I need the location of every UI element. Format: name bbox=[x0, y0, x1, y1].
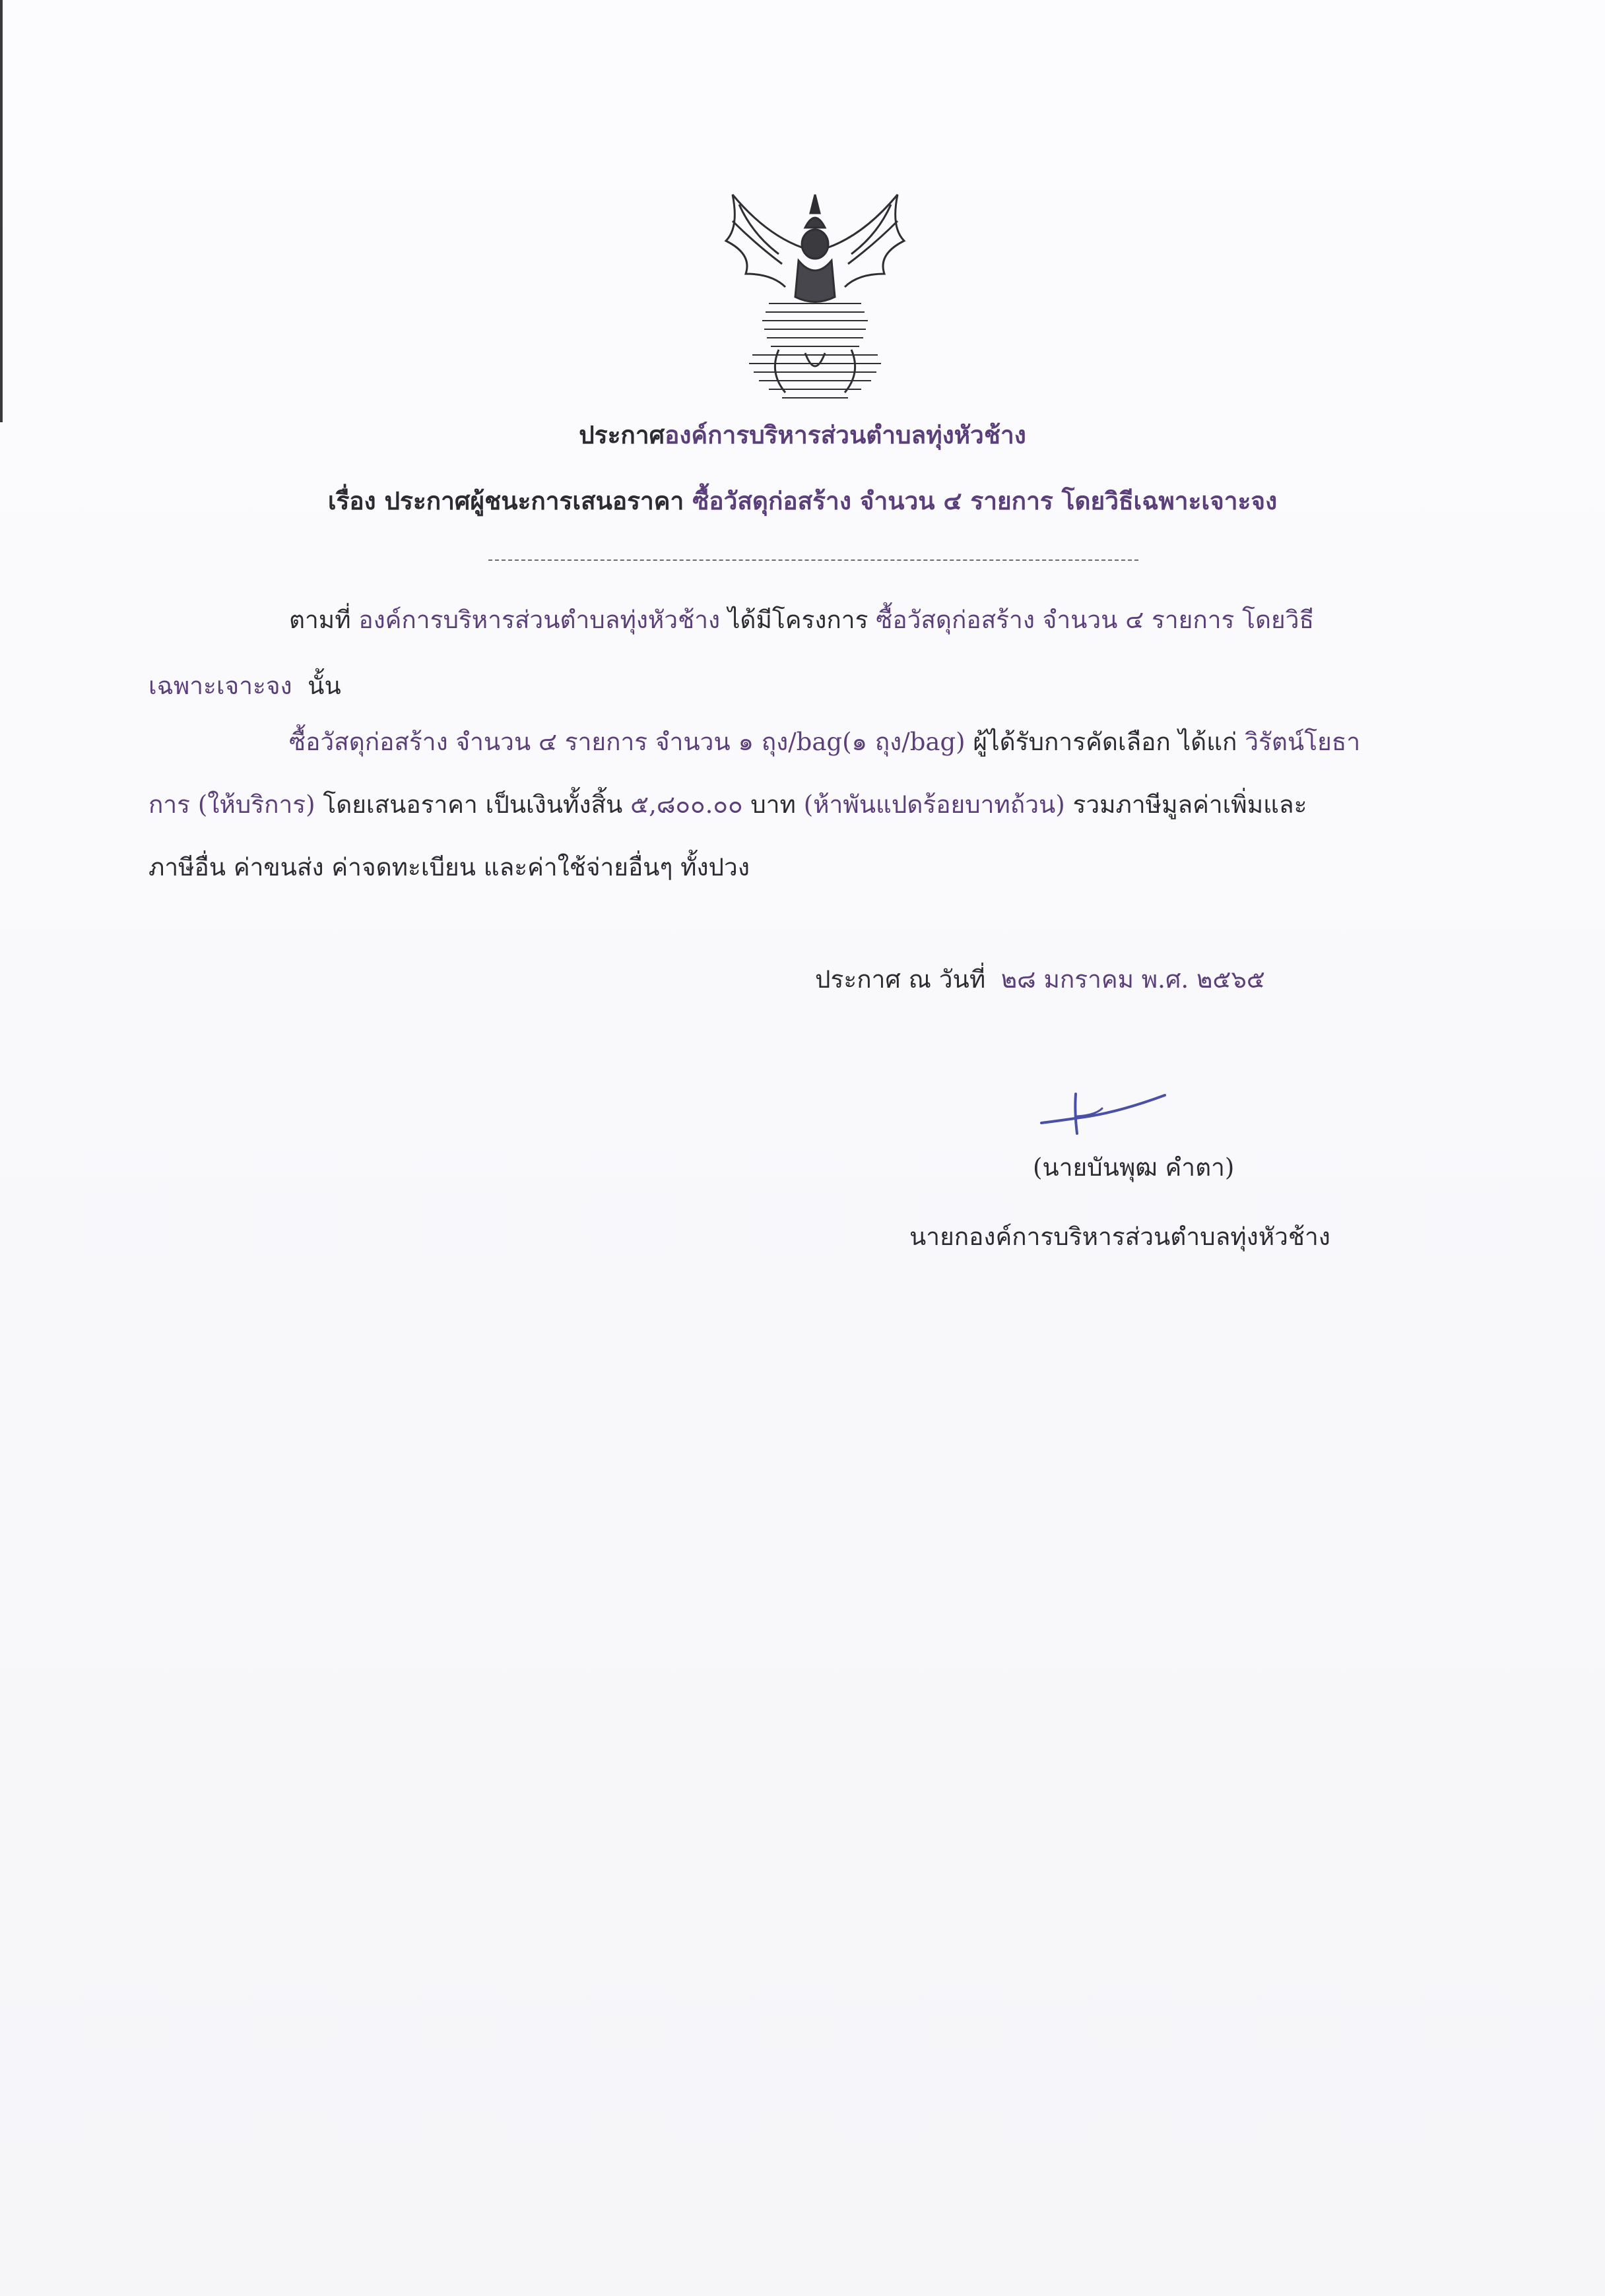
p2-amount-words: (ห้าพันแปดร้อยบาทถ้วน) bbox=[803, 790, 1065, 819]
dashed-divider bbox=[488, 559, 1138, 561]
subject-prefix: เรื่อง ประกาศผู้ชนะการเสนอราคา bbox=[327, 486, 684, 515]
date-label: ประกาศ ณ วันที่ bbox=[815, 965, 986, 994]
p2-vendor-cont: การ (ให้บริการ) bbox=[148, 790, 315, 819]
p1-project-cont: เฉพาะเจาะจง bbox=[148, 672, 292, 700]
p2-tax: รวมภาษีมูลค่าเพิ่มและ bbox=[1072, 790, 1307, 819]
p2-offer: โดยเสนอราคา เป็นเงินทั้งสิ้น bbox=[323, 790, 623, 819]
p2-amount: ๕,๘๐๐.๐๐ bbox=[630, 790, 743, 819]
announcement-title bbox=[0, 416, 1605, 455]
signer-position: นายกองค์การบริหารส่วนตำบลทุ่งหัวช้าง bbox=[909, 1223, 1330, 1251]
p2-currency: บาท bbox=[750, 790, 796, 819]
handwritten-signature bbox=[1036, 1082, 1175, 1141]
garuda-emblem-icon bbox=[706, 181, 924, 406]
p2-selected: ผู้ได้รับการคัดเลือก ได้แก่ bbox=[973, 728, 1237, 756]
title-prefix: ประกาศ bbox=[579, 420, 665, 449]
paragraph-1-line-1 bbox=[289, 600, 1314, 639]
paragraph-1-line-2 bbox=[148, 666, 341, 705]
p1-end: นั้น bbox=[308, 672, 341, 700]
title-organization: องค์การบริหารส่วนตำบลทุ่งหัวช้าง bbox=[665, 420, 1026, 449]
subject-project: ซื้อวัสดุก่อสร้าง จำนวน ๔ รายการ โดยวิธีเฉพาะเจาะจง bbox=[692, 486, 1278, 515]
p1-organization: องค์การบริหารส่วนตำบลทุ่งหัวช้าง bbox=[358, 606, 721, 634]
announcement-date bbox=[815, 960, 1265, 999]
announcement-subject bbox=[0, 482, 1605, 521]
p1-mid: ได้มีโครงการ bbox=[727, 606, 868, 634]
p1-lead: ตามที่ bbox=[289, 606, 351, 634]
date-value: ๒๘ มกราคม พ.ศ. ๒๕๖๕ bbox=[1000, 965, 1265, 994]
paragraph-2-line-1 bbox=[289, 722, 1360, 761]
scan-edge bbox=[0, 0, 3, 422]
p2-tail: ภาษีอื่น ค่าขนส่ง ค่าจดทะเบียน และค่าใช้จ่ายอื่นๆ ทั้งปวง bbox=[148, 853, 750, 881]
paragraph-2-line-3 bbox=[148, 848, 750, 887]
signer-name: (นายบันพุฒ คำตา) bbox=[1033, 1153, 1235, 1182]
p2-vendor: วิรัตน์โยธา bbox=[1245, 728, 1361, 756]
paragraph-2-line-2 bbox=[148, 785, 1307, 824]
p2-item: ซื้อวัสดุก่อสร้าง จำนวน ๔ รายการ จำนวน ๑ ถุง/bag(๑ ถุง/bag) bbox=[289, 728, 966, 756]
p1-project: ซื้อวัสดุก่อสร้าง จำนวน ๔ รายการ โดยวิธี bbox=[876, 606, 1315, 634]
